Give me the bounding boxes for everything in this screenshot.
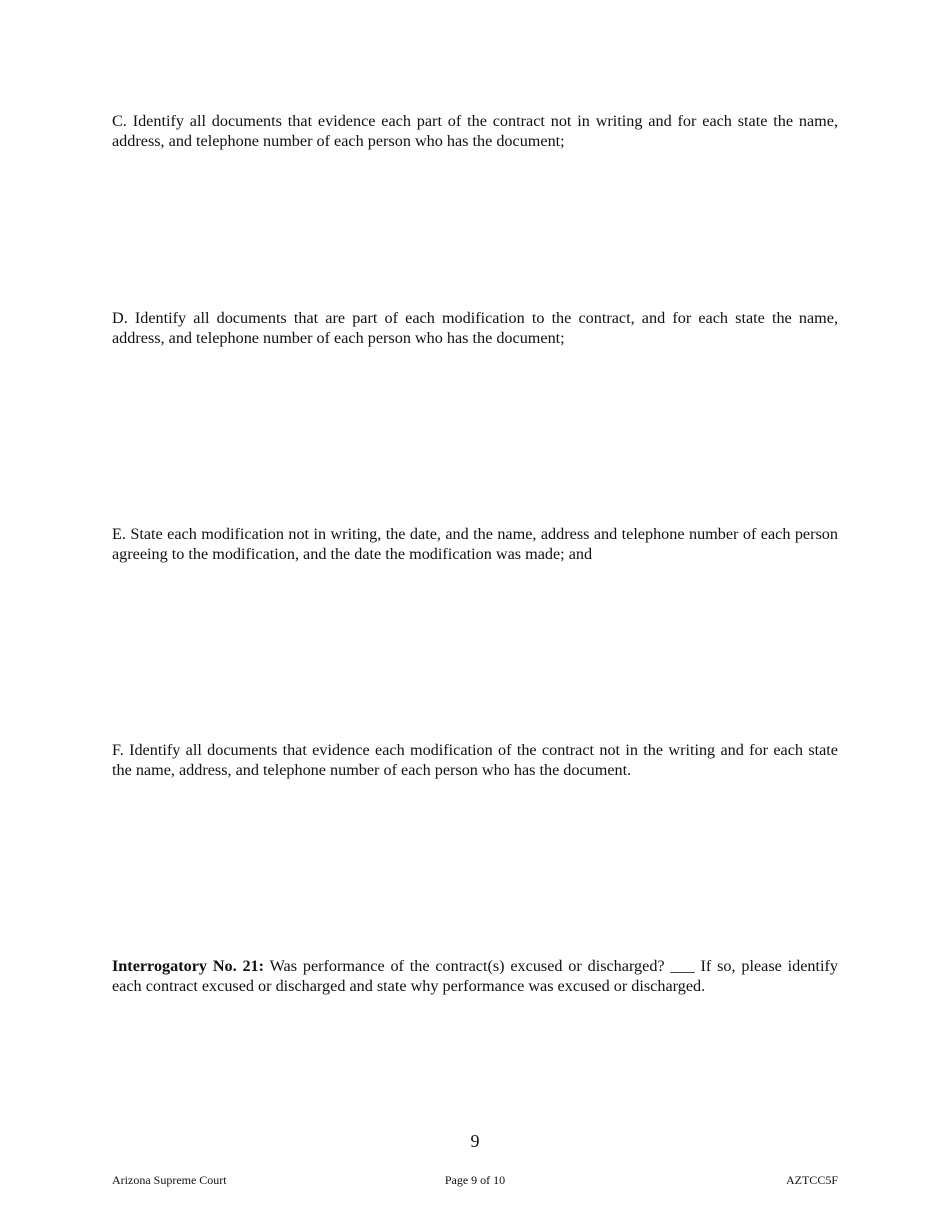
paragraph-d: D. Identify all documents that are part of each modification to the contract, and for each state the name, address, and telephone number of each person who has the document; [112, 309, 838, 347]
paragraph-c: C. Identify all documents that evidence each part of the contract not in writing and for each state the name, address, and telephone number of each person who has the document; [112, 112, 838, 150]
footer-page-count: Page 9 of 10 [444, 1173, 506, 1187]
paragraph-f: F. Identify all documents that evidence each modification of the contract not in the writing and for each state the name, address, and telephone number of each person who has the document. [112, 741, 838, 779]
interrogatory-21-label: Interrogatory No. 21: [112, 957, 265, 975]
page-footer [112, 1172, 838, 1188]
interrogatory-21-text: Was performance of the contract(s) excused or discharged? ___ If so, please identify each contract excused or discharged and state why performance was excused or discharged. [112, 957, 838, 995]
interrogatory-21 [112, 956, 838, 996]
footer-court-name: Arizona Supreme Court [112, 1173, 227, 1187]
footer-form-code: AZTCC5F [785, 1173, 838, 1187]
page-number: 9 [470, 1131, 480, 1151]
paragraph-e: E. State each modification not in writing, the date, and the name, address and telephone number of each person agreeing to the modification, and the date the modification was made; and [112, 525, 838, 563]
